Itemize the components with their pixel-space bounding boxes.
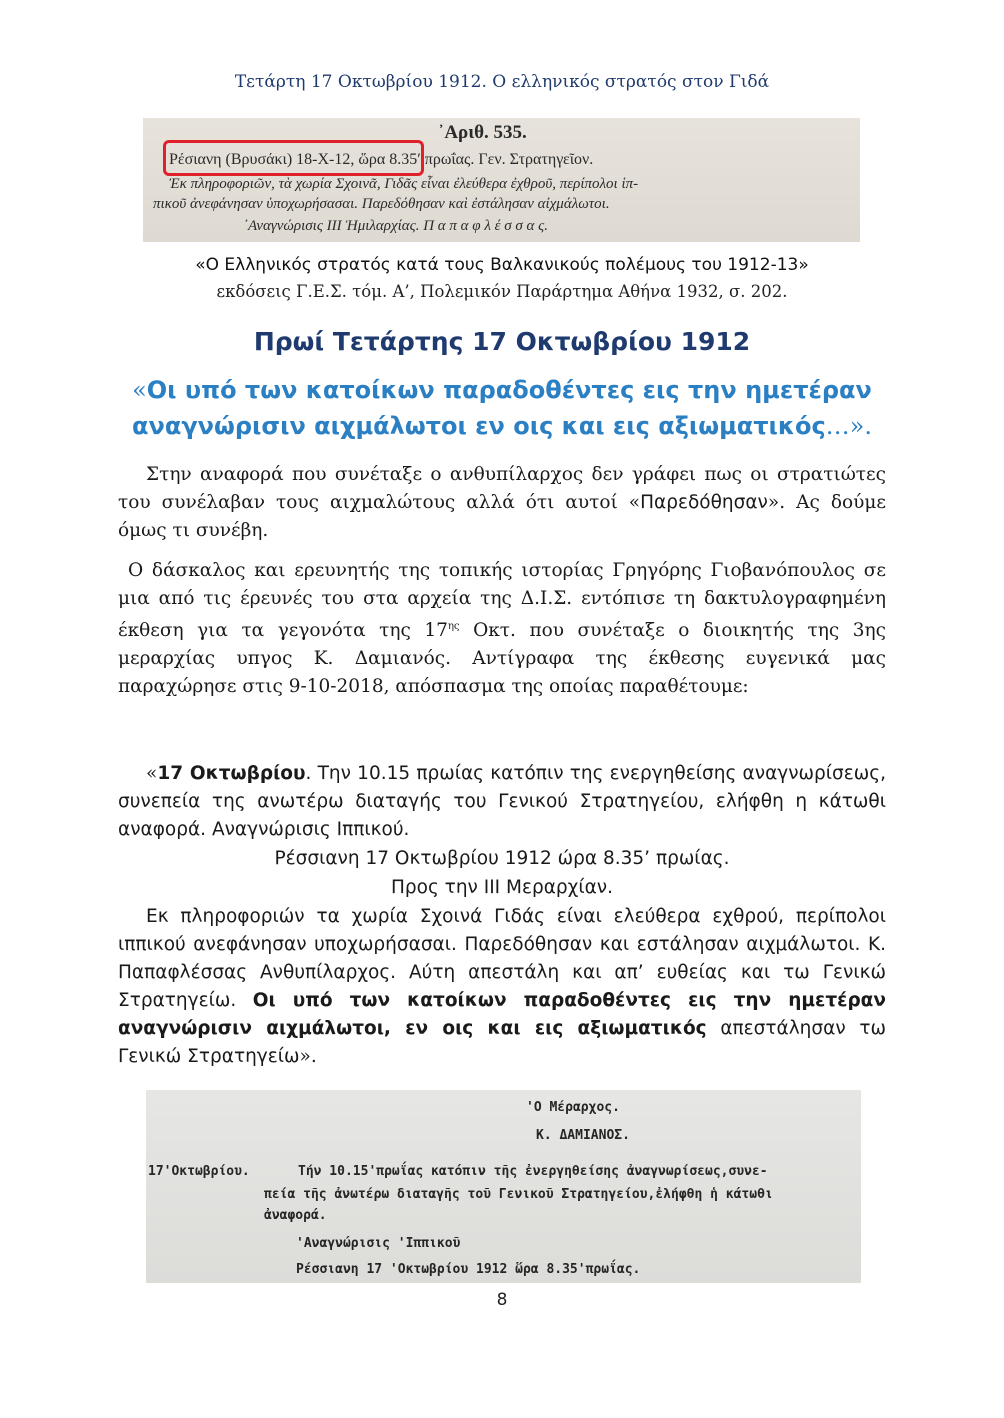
quote-mark: ». xyxy=(299,1046,317,1067)
quote-mark: …». xyxy=(825,412,872,440)
paragraph-1 xyxy=(118,461,886,545)
quote-text: . Την 10.15 πρωίας κατόπιν της ενεργηθείσης αναγνωρίσεως, συνεπεία της ανωτέρω διαταγής του Γενικού Στρατηγείου, ελήφθη η κάτωθι αναφορά. Αναγνώρισις Ιππικού. xyxy=(118,763,886,840)
section-subheading xyxy=(118,372,886,444)
caption-title: «Ο Ελληνικός στρατός κατά τους Βαλκανικούς πολέμους του 1912-13» xyxy=(195,255,809,275)
scan-line: ᾿Αριθ. 535. xyxy=(438,122,527,143)
quote-bold-text: Οι υπό των κατοίκων παραδοθέντες εις την ημετέραν αναγνώρισιν αιχμάλωτοι, εν οις και εις αξιωματικός xyxy=(118,990,886,1039)
scan-line: Τήν 10.15'πρωΐας κατόπιν τῆς ἐνεργηθείσης ἀναγνωρίσεως,συνε- xyxy=(298,1164,768,1179)
scan-line: Ρέσσιανη 17 'Οκτωβρίου 1912 ὥρα 8.35'πρωΐας. xyxy=(296,1262,641,1277)
paragraph-text: Ο δάσκαλος και ερευνητής της τοπικής ιστορίας Γρηγόρης Γιοβανόπουλος σε μια από τις έρευνές του στα αρχεία της Δ.Ι.Σ. εντόπισε τη δακτυλογραφημένη έκθεση για τα γεγονότα της 17 xyxy=(118,560,886,642)
subheading-line-1: Οι υπό των κατοίκων παραδοθέντες εις την ημετέραν xyxy=(146,376,872,404)
scan-line: Κ. ΔΑΜΙΑΝΟΣ. xyxy=(536,1128,630,1143)
quote-text: απεστάλησαν τω Γενικώ Στρατηγείω xyxy=(118,1018,886,1067)
subheading-line-2: αναγνώρισιν αιχμάλωτοι εν οις και εις αξιωματικός xyxy=(132,412,826,440)
paragraph-text: Οκτ. που συνέταξε ο διοικητής της 3ης μεραρχίας υπγος Κ. Δαμιανός. Αντίγραφα της έκθεσης ευγενικά μας παραχώρησε στις 9-10-2018, απόσπασμα της οποίας παραθέτουμε: xyxy=(118,620,886,698)
highlight-box xyxy=(163,140,424,176)
paragraph-text: ». Ας δούμε όμως τι συνέβη. xyxy=(118,492,886,541)
scan-line: 'Αναγνώρισις 'Ιππικοῦ xyxy=(296,1236,461,1251)
quote-recipient: Προς την ΙΙΙ Μεραρχίαν. xyxy=(390,877,614,898)
scan-line: Ἐκ πληροφοριῶν, τὰ χωρία Σχοινᾶ, Γιδᾶς εἶναι ἐλεύθερα ἐχθροῦ, περίπολοι ἱπ- xyxy=(169,176,639,192)
running-title: Τετάρτη 17 Οκτωβρίου 1912. Ο ελληνικός στρατός στον Γιδά xyxy=(234,72,770,92)
quote-paragraph-2 xyxy=(118,903,886,1071)
caption-source: εκδόσεις Γ.Ε.Σ. τόμ. Α’, Πολεμικόν Παράρτημα Αθήνα 1932, σ. 202. xyxy=(216,282,788,301)
scan-line: πεία τῆς ἀνωτέρω διαταγῆς τοῦ Γενικοῦ Στρατηγείου,ἐλήφθη ἡ κάτωθι xyxy=(264,1187,773,1202)
quote-date: 17 Οκτωβρίου xyxy=(157,763,306,784)
scan-line: 'Ο Μέραρχος. xyxy=(526,1100,620,1115)
section-heading: Πρωί Τετάρτης 17 Οκτωβρίου 1912 xyxy=(253,327,751,356)
page-number: 8 xyxy=(496,1290,508,1310)
paragraph-text: Στην αναφορά που συνέταξε ο ανθυπίλαρχος δεν γράφει πως οι στρατιώτες του συνέλαβαν τους αιχμαλώτους αλλά ότι αυτοί « xyxy=(118,464,886,513)
scan-line: πικοῦ ἀνεφάνησαν ὑποχωρήσασαι. Παρεδόθησαν καὶ ἐστάλησαν αἰχμάλωτοι. xyxy=(153,196,610,212)
scan-line: Ρέσιανη (Βρυσάκι) 18-Χ-12, ὥρα 8.35′ πρωΐας. Γεν. Στρατηγεῖον. xyxy=(169,151,594,168)
paragraph-2 xyxy=(118,557,886,701)
scan-line: 17'Οκτωβρίου. xyxy=(148,1164,250,1179)
quote-paragraph-1 xyxy=(118,760,886,844)
quote-mark: « xyxy=(146,763,158,784)
scan-line: ᾿Αναγνώρισις ΙΙΙ Ἡμιλαρχίας. Π α π α φ λ έ σ σ α ς. xyxy=(243,218,548,234)
quote-mark: « xyxy=(132,376,147,404)
superscript: ης xyxy=(447,621,460,632)
archive-scan-top xyxy=(143,118,860,242)
quote-place-date: Ρέσσιανη 17 Οκτωβρίου 1912 ώρα 8.35’ πρωίας. xyxy=(274,848,730,869)
paragraph-text: Παρεδόθησαν xyxy=(640,492,768,513)
quote-text: Εκ πληροφοριών τα χωρία Σχοινά Γιδάς είναι ελεύθερα εχθρού, περίπολοι ιππικού ανεφάνησαν υποχωρήσασαι. Παρεδόθησαν και εστάλησαν αιχμάλωτοι. Κ. Παπαφλέσσας Ανθυπίλαρχος. Αύτη απεστάλη και απ’ ευθείας και τω Γενικώ Στρατηγείω. xyxy=(118,906,886,1011)
archive-scan-bottom xyxy=(146,1090,861,1283)
scan-line: ἀναφορά. xyxy=(264,1208,327,1223)
